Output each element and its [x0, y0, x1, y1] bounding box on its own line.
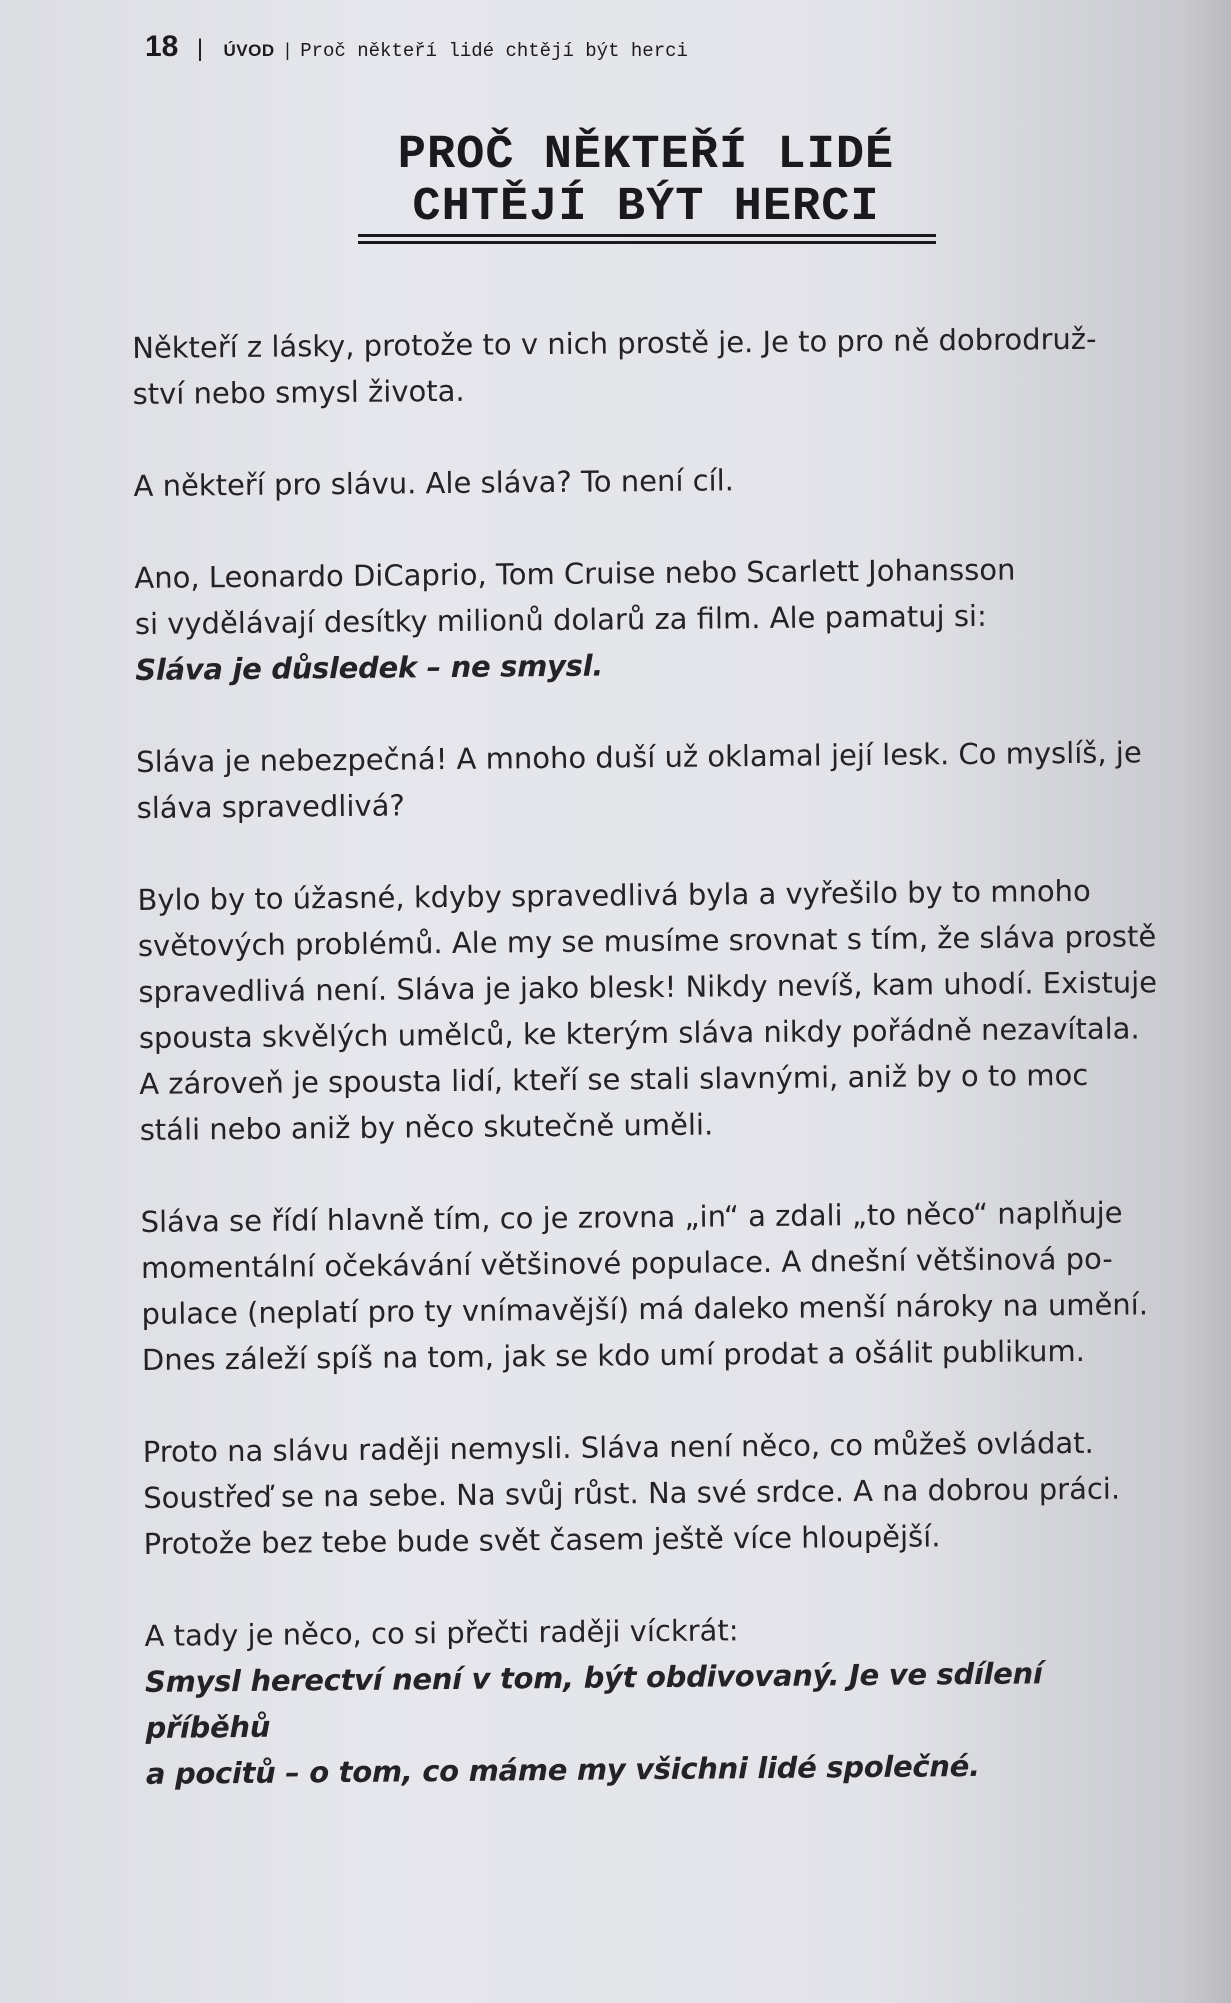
text-line: Někteří z lásky, protože to v nich prostě je. Je to pro ně dobrodruž-: [132, 321, 1097, 365]
chapter-title-line-2: CHTĚJÍ BÝT HERCI: [412, 181, 880, 234]
text-line: Soustřeď se na sebe. Na svůj růst. Na své srdce. A na dobrou práci.: [143, 1471, 1121, 1515]
running-header: [145, 30, 688, 64]
emphasis-line: a pocitů – o tom, co máme my všichni lidé společné.: [145, 1748, 980, 1791]
text-line: Bylo by to úžasné, kdyby spravedlivá byla a vyřešilo by to mnoho: [137, 873, 1091, 917]
paragraph-7: [143, 1419, 1164, 1567]
text-line: ství nebo smysl života.: [132, 373, 465, 411]
paragraph-4: [136, 729, 1157, 831]
text-line: Sláva je nebezpečná! A mnoho duší už oklamal její lesk. Co myslíš, je: [136, 735, 1142, 779]
header-separator-2: |: [285, 40, 290, 60]
text-line: A tady je něco, co si přečti raději víckrát:: [144, 1613, 739, 1653]
text-line: stáli nebo aniž by něco skutečně uměli.: [139, 1107, 714, 1147]
text-line: A někteří pro slávu. Ale sláva? To není cíl.: [133, 463, 735, 503]
text-line: Sláva se řídí hlavně tím, co je zrovna „in“ a zdali „to něco“ naplňuje: [140, 1195, 1123, 1239]
text-line: Dnes záleží spíš na tom, jak se kdo umí prodat a ošálit publikum.: [141, 1333, 1086, 1377]
page-number: 18: [145, 30, 179, 63]
paragraph-6: [140, 1189, 1162, 1383]
paragraph-3: [134, 545, 1155, 693]
title-underline-bottom: [358, 241, 936, 244]
paragraph-2: [133, 453, 1153, 509]
emphasis-line: Sláva je důsledek – ne smysl.: [135, 648, 604, 687]
chapter-name: Proč někteří lidé chtějí být herci: [300, 40, 688, 62]
header-separator: |: [196, 35, 204, 62]
paragraph-5: [137, 867, 1160, 1153]
section-name: ÚVOD: [223, 41, 275, 60]
text-line: pulace (neplatí pro ty vnímavější) má daleko menší nároky na umění.: [141, 1287, 1149, 1331]
chapter-title-line-1: PROČ NĚKTEŘÍ LIDÉ: [397, 129, 895, 182]
text-line: A zároveň je spousta lidí, kteří se stali slavnými, aniž by o to moc: [139, 1057, 1089, 1101]
text-line: Proto na slávu raději nemysli. Sláva není něco, co můžeš ovládat.: [142, 1425, 1094, 1469]
paragraph-8: [144, 1603, 1166, 1797]
body-text: [132, 315, 1167, 1843]
text-line: spravedlivá není. Sláva je jako blesk! Nikdy nevíš, kam uhodí. Existuje: [138, 965, 1158, 1009]
text-line: momentální očekávání většinové populace. A dnešní většinová po-: [140, 1241, 1113, 1285]
text-line: sláva spravedlivá?: [136, 788, 405, 825]
text-line: Protože bez tebe bude svět časem ještě více hloupější.: [143, 1519, 941, 1561]
title-underline-top: [358, 234, 936, 237]
paragraph-1: [132, 315, 1153, 417]
chapter-title: [356, 130, 936, 234]
text-line: spousta skvělých umělců, ke kterým sláva nikdy pořádně nezavítala.: [138, 1011, 1140, 1055]
text-line: světových problémů. Ale my se musíme srovnat s tím, že sláva prostě: [137, 919, 1157, 963]
text-line: si vydělávají desítky milionů dolarů za film. Ale pamatuj si:: [134, 598, 987, 641]
emphasis-line: Smysl herectví není v tom, být obdivovaný. Je ve sdílení příběhů: [144, 1656, 1043, 1745]
text-line: Ano, Leonardo DiCaprio, Tom Cruise nebo Scarlett Johansson: [134, 552, 1016, 595]
